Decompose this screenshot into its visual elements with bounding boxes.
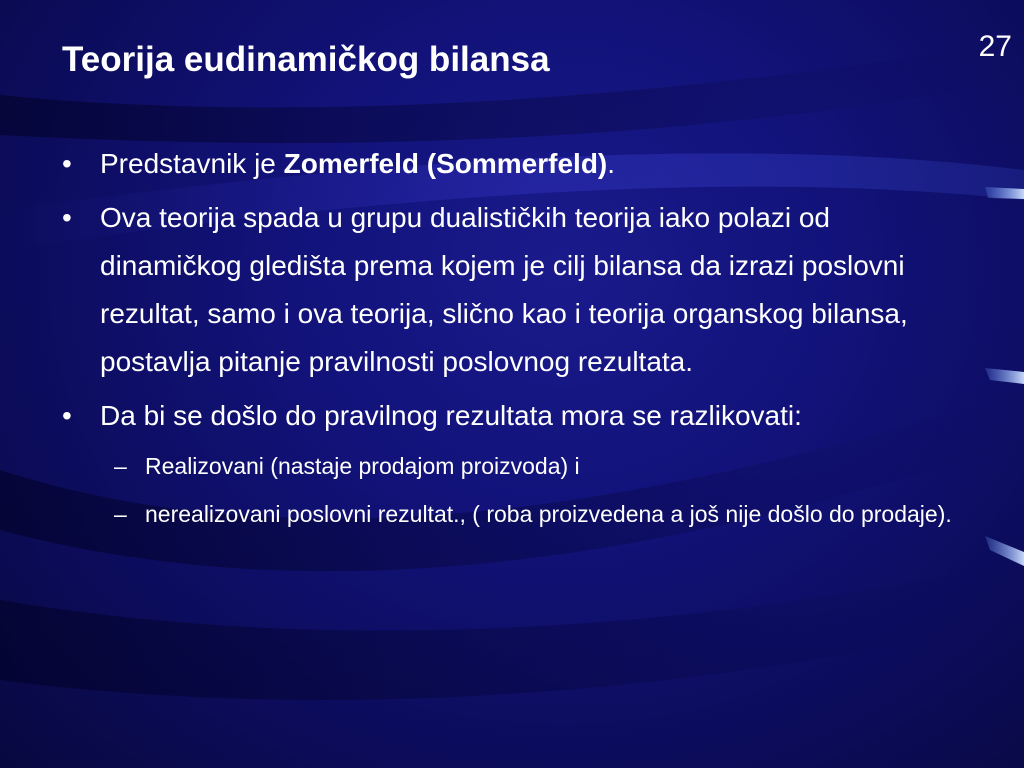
edge-dash-3 [985, 536, 1024, 566]
slide-content [62, 140, 972, 542]
bullet-text: Predstavnik je [100, 148, 284, 179]
sub-bullet-unrealized [62, 494, 972, 534]
bullet-text: Ova teorija spada u grupu dualističkih teorija iako polazi od dinamičkog gledišta prema kojem je cilj bilansa da izrazi poslovni rezultat, samo i ova teorija, slično kao i teorija organskog bilansa, postavlja pitanje pravilnosti poslovnog rezultata. [100, 202, 908, 377]
sub-bullet-text: Realizovani (nastaje prodajom proizvoda) i [145, 453, 580, 479]
sub-bullet-realized [62, 446, 972, 486]
bullet-text: Da bi se došlo do pravilnog rezultata mora se razlikovati: [100, 400, 802, 431]
dark-swoosh-bottom [0, 560, 1024, 700]
sub-bullet-marker: – [114, 453, 127, 479]
bullet-bold-name: Zomerfeld (Sommerfeld) [283, 148, 608, 179]
slide-number: 27 [978, 30, 1012, 63]
slide-title: Teorija eudinamičkog bilansa [62, 40, 550, 79]
sub-bullet-marker: – [114, 501, 127, 527]
sub-bullet-text: nerealizovani poslovni rezultat., ( roba proizvedena a još nije došlo do prodaje). [145, 501, 952, 527]
bullet-text-end: . [607, 148, 616, 179]
bullet-representative [62, 140, 972, 188]
edge-dash-2 [985, 368, 1024, 384]
bullet-marker: • [62, 148, 72, 179]
edge-dash-1 [985, 187, 1024, 199]
bullet-marker: • [62, 400, 72, 431]
bullet-theory-description [62, 194, 972, 386]
bullet-distinguish [62, 392, 972, 440]
bullet-marker: • [62, 202, 72, 233]
